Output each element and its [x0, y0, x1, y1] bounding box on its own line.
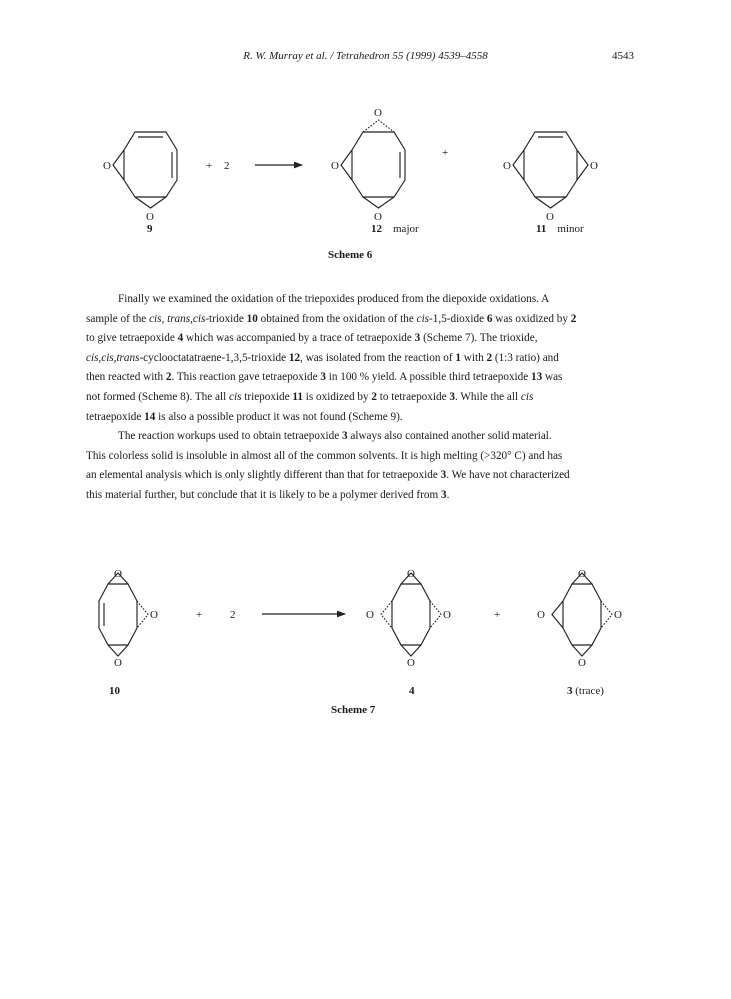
- scheme-7: [0, 560, 731, 680]
- running-head: R. W. Murray et al. / Tetrahedron 55 (1999) 4539–4558: [243, 50, 488, 62]
- plus-sign: +: [196, 609, 203, 621]
- oxygen-atom: O: [578, 568, 586, 580]
- oxygen-atom: O: [614, 609, 622, 621]
- page-number: 4543: [612, 50, 634, 62]
- oxygen-atom: O: [331, 160, 339, 172]
- paragraph-1: Finally we examined the oxidation of the triepoxides produced from the diepoxide oxidations. A: [118, 293, 550, 305]
- oxygen-atom: O: [407, 657, 415, 669]
- oxygen-atom: O: [374, 211, 382, 223]
- compound-10-structure: [99, 568, 158, 669]
- compound-11-label: 11 minor: [536, 223, 584, 235]
- oxygen-atom: O: [374, 107, 382, 119]
- oxygen-atom: O: [366, 609, 374, 621]
- plus-sign: +: [442, 147, 449, 159]
- oxygen-atom: O: [578, 657, 586, 669]
- scheme-7-caption: Scheme 7: [331, 704, 376, 716]
- oxygen-atom: O: [443, 609, 451, 621]
- compound-3-label: 3 (trace): [567, 685, 604, 697]
- oxygen-atom: O: [407, 568, 415, 580]
- oxygen-atom: O: [537, 609, 545, 621]
- paragraph-2: The reaction workups used to obtain tetraepoxide 3 always also contained another solid material.: [118, 430, 552, 443]
- compound-11-structure: [503, 132, 598, 223]
- oxygen-atom: O: [103, 160, 111, 172]
- oxygen-atom: O: [114, 657, 122, 669]
- oxygen-atom: O: [546, 211, 554, 223]
- compound-3-structure: [537, 568, 622, 669]
- compound-4-label: 4: [409, 685, 415, 697]
- reagent-2: 2: [224, 160, 230, 172]
- compound-12-label: 12 major: [371, 223, 419, 235]
- plus-sign: +: [494, 609, 501, 621]
- reagent-2: 2: [230, 609, 236, 621]
- compound-9-structure: [103, 132, 177, 223]
- oxygen-atom: O: [150, 609, 158, 621]
- scheme-6-caption: Scheme 6: [328, 249, 373, 261]
- oxygen-atom: O: [146, 211, 154, 223]
- compound-9-label: 9: [147, 223, 153, 235]
- compound-10-label: 10: [109, 685, 120, 697]
- scheme-6: [0, 90, 731, 270]
- compound-12-structure: [331, 107, 405, 223]
- oxygen-atom: O: [114, 568, 122, 580]
- compound-4-structure: [366, 568, 451, 669]
- oxygen-atom: O: [503, 160, 511, 172]
- oxygen-atom: O: [590, 160, 598, 172]
- plus-sign: +: [206, 160, 213, 172]
- body-text: Finally we examined the oxidation of the triepoxides produced from the diepoxide oxidations. A sample of the cis, trans,cis-trioxide 10 obtained from the oxidation of the cis-1,5-dioxide 6 was oxidized by 2 to give tetraepoxide 4 which was accompanied by a trace of tetraepoxide 3 (Scheme 7). The trioxide, cis,cis,trans-cyclooctatatraene-1,3,5-trioxide 12, was isolated from the reaction of 1 with 2 (1:3 ratio) and then reacted with 2. This reaction gave tetraepoxide 3 in 100 % yield. A possible third tetraepoxide 13 was not formed (Scheme 8). The all cis triepoxide 11 is oxidized by 2 to tetraepoxide 3. While the all cis tetraepoxide 14 is also a possible product it was not found (Scheme 9). The reaction workups used to obtain tetraepoxide 3 always also contained another solid material. This colorless solid is insoluble in almost all of the common solvents. It is high melting (>320° C) and has an elemental analysis which is only slightly different than that for tetraepoxide 3. We have not characterized this material further, but conclude that it is likely to be a polymer derived from 3.: [86, 290, 646, 506]
